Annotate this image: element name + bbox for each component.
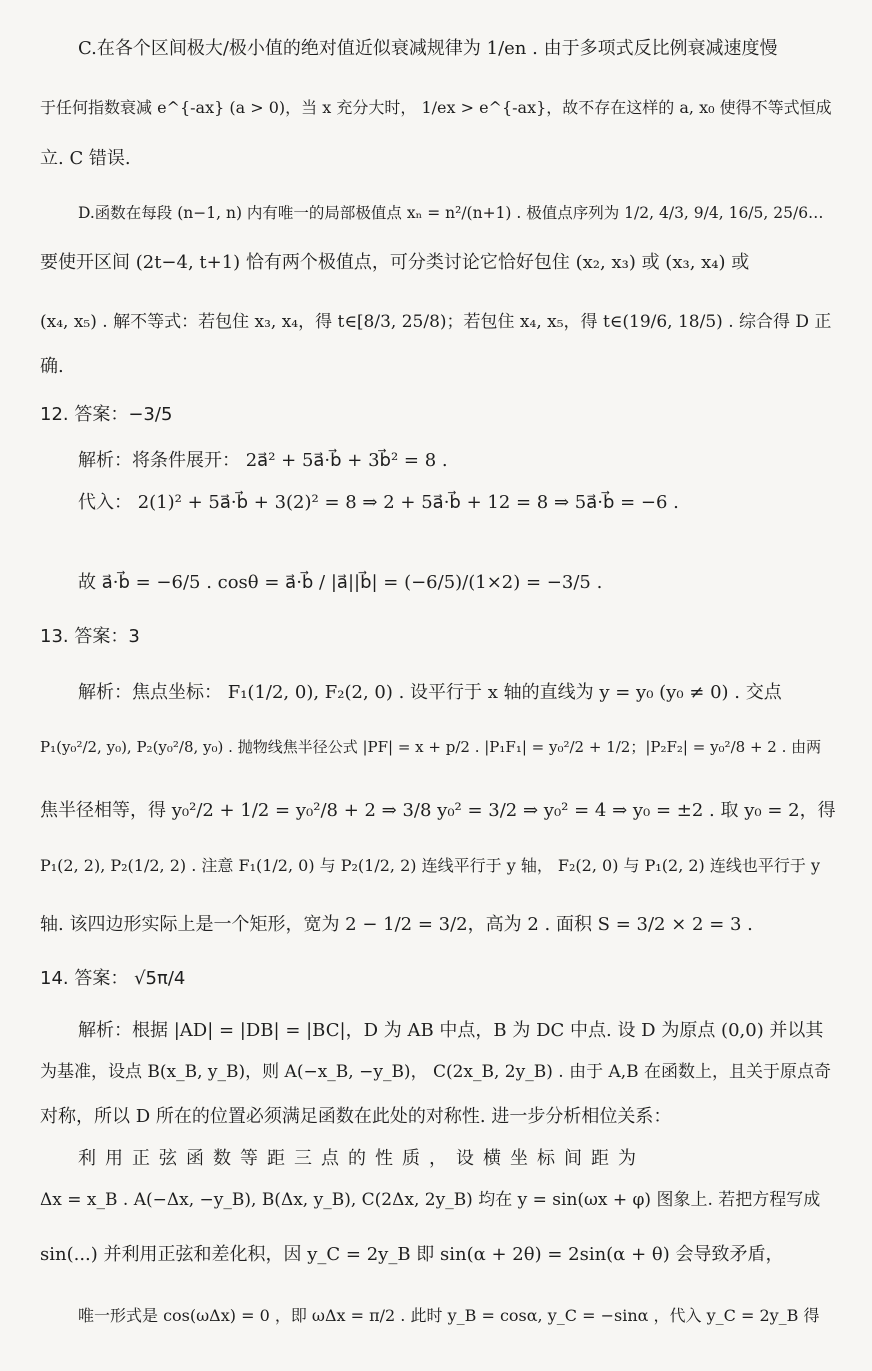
- text-line: (x₄, x₅) . 解不等式：若包住 x₃, x₄，得 t∈[8/3, 25/8)；若包住 x₄, x₅，得 t∈(19/6, 18/5) . 综合得 D 正: [40, 312, 832, 332]
- text-line: 要使开区间 (2t−4, t+1) 恰有两个极值点，可分类讨论它恰好包住 (x₂, x₃) 或 (x₃, x₄) 或: [40, 252, 750, 273]
- text-line: 为基准，设点 B(x_B, y_B)，则 A(−x_B, −y_B)， C(2x_B, 2y_B) . 由于 A,B 在函数上，且关于原点奇: [40, 1062, 832, 1082]
- text-line: 故 a⃗·b⃗ = −6/5 . cosθ = a⃗·b⃗ / |a⃗||b⃗| = (−6/5)/(1×2) = −3/5 .: [78, 572, 603, 593]
- text-line: 利用正弦函数等距三点的性质，设横坐标间距为: [78, 1148, 645, 1169]
- answer-14: 14. 答案： √5π/4: [40, 968, 186, 989]
- text-line: 解析：将条件展开： 2a⃗² + 5a⃗·b⃗ + 3b⃗² = 8 .: [78, 450, 448, 471]
- answer-13: 13. 答案：3: [40, 626, 140, 647]
- text-line: 立. C 错误.: [40, 148, 131, 169]
- text-line: 解析：焦点坐标： F₁(1/2, 0), F₂(2, 0) . 设平行于 x 轴的直线为 y = y₀ (y₀ ≠ 0) . 交点: [78, 682, 782, 703]
- text-line: 轴. 该四边形实际上是一个矩形，宽为 2 − 1/2 = 3/2，高为 2 . 面积 S = 3/2 × 2 = 3 .: [40, 914, 753, 935]
- text-line: sin(...) 并利用正弦和差化积，因 y_C = 2y_B 即 sin(α + 2θ) = 2sin(α + θ) 会导致矛盾，: [40, 1244, 784, 1265]
- text-line: Δx = x_B . A(−Δx, −y_B), B(Δx, y_B), C(2Δx, 2y_B) 均在 y = sin(ωx + φ) 图象上. 若把方程写成: [40, 1190, 821, 1210]
- text-line: 代入： 2(1)² + 5a⃗·b⃗ + 3(2)² = 8 ⇒ 2 + 5a⃗·b⃗ + 12 = 8 ⇒ 5a⃗·b⃗ = −6 .: [78, 492, 679, 513]
- answer-12: 12. 答案：−3/5: [40, 404, 173, 425]
- text-line: C.在各个区间极大/极小值的绝对值近似衰减规律为 1/en . 由于多项式反比例衰减速度慢: [78, 38, 778, 59]
- text-line: P₁(2, 2), P₂(1/2, 2) . 注意 F₁(1/2, 0) 与 P₂(1/2, 2) 连线平行于 y 轴， F₂(2, 0) 与 P₁(2, 2) 连线也平行于 y: [40, 856, 821, 875]
- text-line: 对称，所以 D 所在的位置必须满足函数在此处的对称性. 进一步分析相位关系：: [40, 1106, 672, 1127]
- text-line: 解析：根据 |AD| = |DB| = |BC|，D 为 AB 中点，B 为 DC 中点. 设 D 为原点 (0,0) 并以其: [78, 1020, 824, 1041]
- text-line: 确.: [40, 356, 64, 377]
- text-line: D.函数在每段 (n−1, n) 内有唯一的局部极值点 xₙ = n²/(n+1) . 极值点序列为 1/2, 4/3, 9/4, 16/5, 25/6…: [78, 204, 824, 222]
- text-line: 焦半径相等，得 y₀²/2 + 1/2 = y₀²/8 + 2 ⇒ 3/8 y₀² = 3/2 ⇒ y₀² = 4 ⇒ y₀ = ±2 . 取 y₀ = 2，得: [40, 800, 836, 821]
- text-line: P₁(y₀²/2, y₀), P₂(y₀²/8, y₀) . 抛物线焦半径公式 |PF| = x + p/2 . |P₁F₁| = y₀²/2 + 1/2；|P₂F₂| = y₀²/8 + 2 . 由两: [40, 738, 822, 756]
- text-line: 唯一形式是 cos(ωΔx) = 0 ，即 ωΔx = π/2 . 此时 y_B = cosα, y_C = −sinα ，代入 y_C = 2y_B 得: [78, 1306, 820, 1325]
- text-line: 于任何指数衰减 e^{-ax} (a > 0)，当 x 充分大时， 1/ex > e^{-ax}，故不存在这样的 a, x₀ 使得不等式恒成: [40, 98, 832, 117]
